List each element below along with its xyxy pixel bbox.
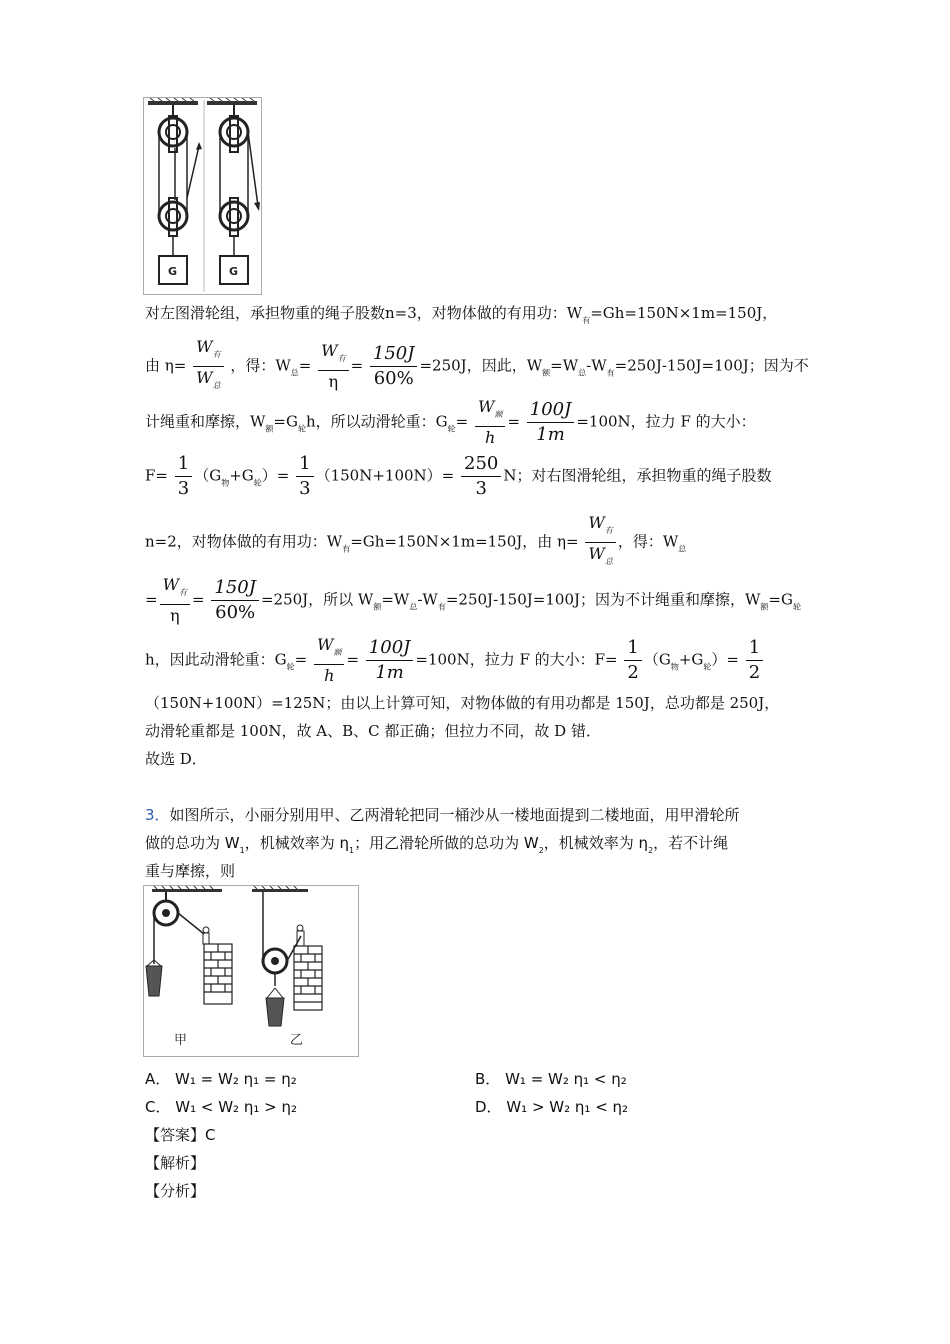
fraction-one-third: $\frac{1}{3}$: [175, 452, 192, 501]
solution-line-1: [145, 302, 777, 326]
fraction-150-60-2: $\frac{150J}{60\%}$: [211, 576, 259, 625]
solution-line-10: 故选 D．: [145, 750, 207, 768]
fraction-eta-2: $\frac{W_有}{W_总}$: [585, 512, 615, 573]
fraction-w-over-eta-2: $\frac{W_有}{\eta}$: [160, 574, 190, 627]
analysis-heading: 【解析】: [145, 1154, 206, 1172]
weight-label-left: G: [168, 265, 178, 278]
fenxi-heading: 【分析】: [145, 1182, 206, 1200]
fraction-150-60: $\frac{150J}{60\%}$: [370, 342, 418, 391]
solution-line-2: 由 η= $\frac{W_有}{W_总}$ ，得：$W_总=$ $\frac{W_有}{\eta}$ = $\frac{150J}{60\%}$ =250J，因此，$W_额=W_总-W_有=250J-150J=100J$；因为不: [145, 336, 809, 397]
question-3-line-2: 做的总功为 $W_1$，机械效率为 $\eta_1$；用乙滑轮所做的总功为 $W_2$，机械效率为 $\eta_2$，若不计绳: [145, 834, 729, 855]
solution-line-3: 计绳重和摩擦，$W_额=G_轮h$，所以动滑轮重：$G_轮=$ $\frac{W_额}{h}$ = $\frac{100J}{1m}$ =100N，拉力 F 的大小：: [145, 397, 756, 447]
fraction-w-over-eta: $\frac{W_有}{\eta}$: [318, 340, 348, 393]
fraction-100-1m-2: $\frac{100J}{1m}$: [366, 636, 414, 685]
bucket-pulley-diagram: [144, 886, 358, 1056]
solution-line-9: 动滑轮重都是 100N，故 A、B、C 都正确；但拉力不同，故 D 错．: [145, 722, 601, 740]
solution-line-5: n=2，对物体做的有用功：$W_有=Gh=150N\times 1m=150J$，由 η= $\frac{W_有}{W_总}$ ，得：$W_总$: [145, 512, 686, 573]
text: ，得：W: [230, 356, 291, 375]
text: 由 η=: [145, 356, 187, 375]
answer-line: 【答案】C: [145, 1126, 216, 1144]
label-yi: 乙: [290, 1033, 304, 1048]
question-3-line-1: [145, 804, 740, 825]
fraction-w-over-h-2: $\frac{W_额}{h}$: [314, 634, 344, 687]
fraction-100-1m: $\frac{100J}{1m}$: [527, 398, 575, 447]
option-b[interactable]: B． W₁ = W₂ η₁ < η₂: [475, 1070, 627, 1088]
text: =250J，因此，W: [419, 356, 543, 375]
fraction-half-2: $\frac{1}{2}$: [746, 636, 763, 685]
pulley-figure-jia-yi: [143, 885, 359, 1057]
pulley-figure-left-right: [143, 97, 262, 295]
option-c[interactable]: C． W₁ < W₂ η₁ > η₂: [145, 1098, 297, 1116]
weight-label-right: G: [229, 265, 239, 278]
option-a[interactable]: A． W₁ = W₂ η₁ = η₂: [145, 1070, 297, 1088]
fraction-one-third-2: $\frac{1}{3}$: [296, 452, 313, 501]
fraction-250-3: $\frac{250}{3}$: [461, 452, 501, 501]
fraction-eta: $\frac{W_有}{W_总}$: [193, 336, 223, 397]
question-text: 如图所示，小丽分别用甲、乙两滑轮把同一桶沙从一楼地面提到二楼地面，用甲滑轮所: [169, 806, 740, 824]
solution-line-7: h，因此动滑轮重：$G_轮=$ $\frac{W_额}{h}$ = $\frac{100J}{1m}$ =100N，拉力 F 的大小：F= $\frac{1}{2}$ $(G_物+G_轮)=$ $\frac{1}{2}$: [145, 634, 765, 687]
solution-line-6: = $\frac{W_有}{\eta}$ = $\frac{150J}{60\%}$ =250J，所以 $W_额=W_总-W_有=250J-150J=100J$；因为不计绳重和摩擦，$W_额=G_轮$: [145, 575, 801, 625]
pulley-diagram: [144, 98, 261, 294]
option-d[interactable]: D． W₁ > W₂ η₁ < η₂: [475, 1098, 629, 1116]
question-3-line-3: 重与摩擦，则: [145, 862, 236, 880]
sub-you: 有: [582, 316, 591, 325]
solution-line-4: F= $\frac{1}{3}$ $(G_物+G_轮)=$ $\frac{1}{3}$ （150N+100N）= $\frac{250}{3}$ N；对右图滑轮组，承担物重的绳子股数: [145, 453, 772, 499]
fraction-half: $\frac{1}{2}$: [624, 636, 641, 685]
question-number: 3．: [145, 806, 170, 824]
solution-line-8: （150N+100N）=125N；由以上计算可知，对物体做的有用功都是 150J，总功都是 250J，: [145, 694, 780, 712]
label-jia: 甲: [174, 1033, 188, 1048]
fraction-w-over-h: $\frac{W_额}{h}$: [475, 396, 505, 449]
text: =Gh=150N×1m=150J，: [590, 304, 778, 322]
text: 对左图滑轮组，承担物重的绳子股数n=3，对物体做的有用功：W: [145, 304, 583, 322]
